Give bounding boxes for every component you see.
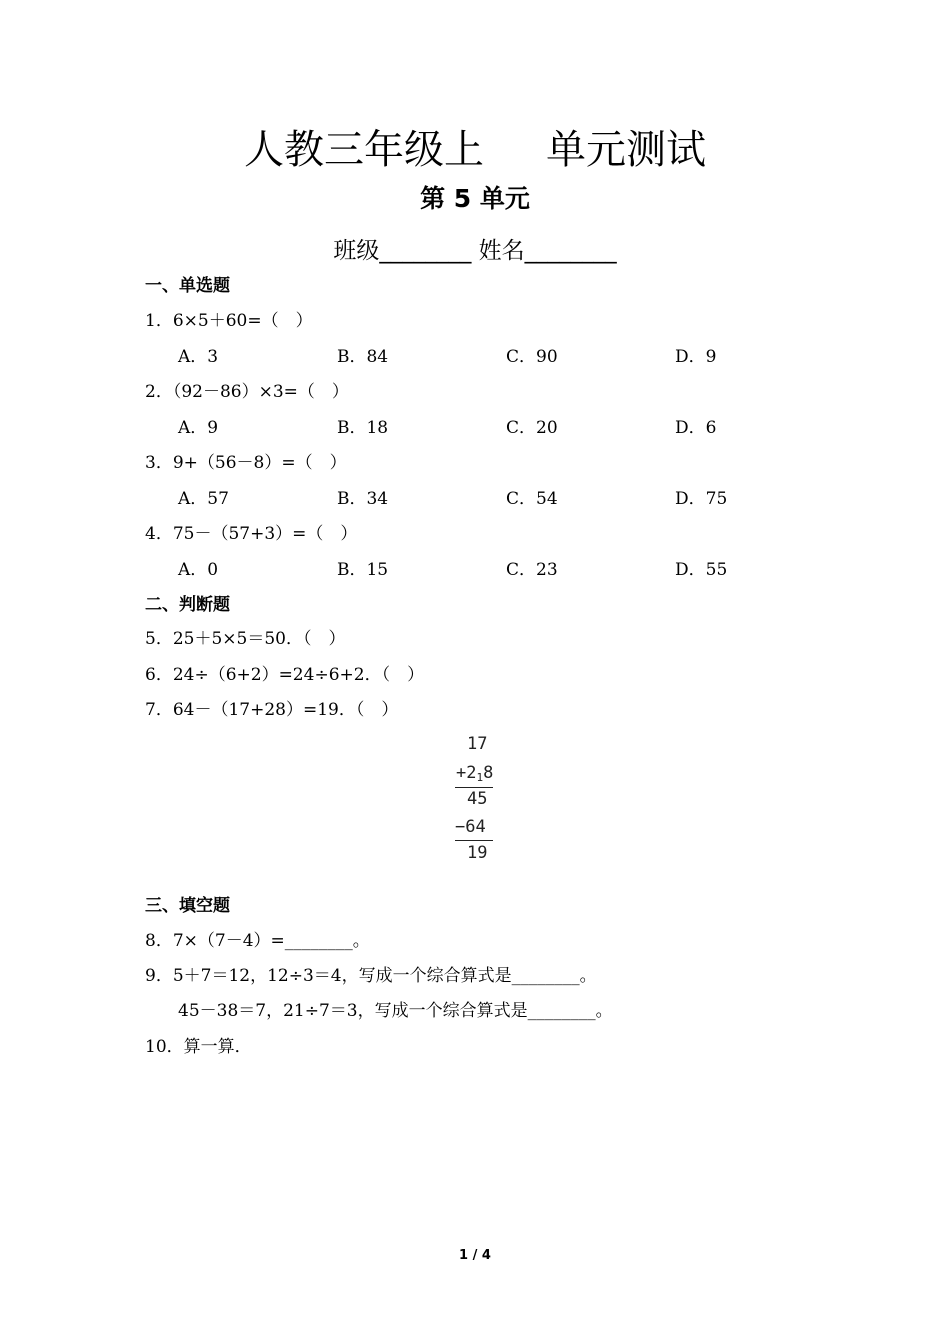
calc-row-2-suffix: 8	[483, 763, 494, 783]
calc-row-3: 45	[467, 789, 488, 809]
q4-option-d: D．55	[675, 560, 728, 580]
page-title	[0, 122, 950, 178]
question-6: 6．24÷（6+2）=24÷6+2．（ ）	[145, 665, 425, 685]
section-fill-blank: 三、填空题	[145, 896, 230, 916]
question-1: 1．6×5＋60=（ ）	[145, 311, 313, 331]
q2-option-d: D．6	[675, 418, 717, 438]
q1-option-b: B．84	[337, 347, 389, 367]
calc-row-5: 19	[467, 843, 488, 863]
q4-option-b: B．15	[337, 560, 389, 580]
question-5: 5．25＋5×5＝50．（ ）	[145, 629, 346, 649]
section-single-choice: 一、单选题	[145, 276, 230, 296]
question-7: 7．64－（17+28）=19．（ ）	[145, 700, 399, 720]
q3-option-a: A．57	[178, 489, 229, 509]
question-2: 2．（92－86）×3=（ ）	[145, 382, 349, 402]
calc-row-1: 17	[467, 734, 488, 754]
question-8: 8．7×（7－4）=________。	[145, 931, 370, 951]
q2-option-c: C．20	[506, 418, 558, 438]
question-9-line-1: 9．5＋7＝12，12÷3＝4，写成一个综合算式是________。	[145, 966, 597, 986]
calc-row-4: −64	[455, 817, 486, 837]
q1-option-a: A．3	[178, 347, 219, 367]
calc-row-2-prefix: +2	[456, 763, 477, 783]
q2-option-a: A．9	[178, 418, 219, 438]
q2-option-b: B．18	[337, 418, 389, 438]
title-right: 单元测试	[546, 127, 706, 173]
question-10: 10．算一算．	[145, 1037, 252, 1057]
question-3: 3．9+（56－8）=（ ）	[145, 453, 347, 473]
page-number: 1 / 4	[459, 1248, 491, 1263]
q3-option-c: C．54	[506, 489, 558, 509]
q4-option-a: A．0	[178, 560, 219, 580]
q3-option-d: D．75	[675, 489, 728, 509]
section-true-false: 二、判断题	[145, 595, 230, 615]
q1-option-d: D．9	[675, 347, 717, 367]
question-4: 4．75－（57+3）=（ ）	[145, 524, 358, 544]
calc-divider-2	[455, 840, 493, 841]
title-left: 人教三年级上	[244, 127, 484, 173]
q1-option-c: C．90	[506, 347, 558, 367]
calc-carry-mark: 1	[476, 771, 484, 784]
q4-option-c: C．23	[506, 560, 558, 580]
calc-divider-1	[455, 787, 493, 788]
class-name-line: 班级________ 姓名________	[333, 238, 617, 264]
calc-row-2	[456, 763, 493, 788]
q3-option-b: B．34	[337, 489, 389, 509]
question-9-line-2: 45－38＝7，21÷7＝3，写成一个综合算式是________。	[178, 1001, 613, 1021]
unit-subtitle: 第 5 单元	[420, 184, 530, 213]
